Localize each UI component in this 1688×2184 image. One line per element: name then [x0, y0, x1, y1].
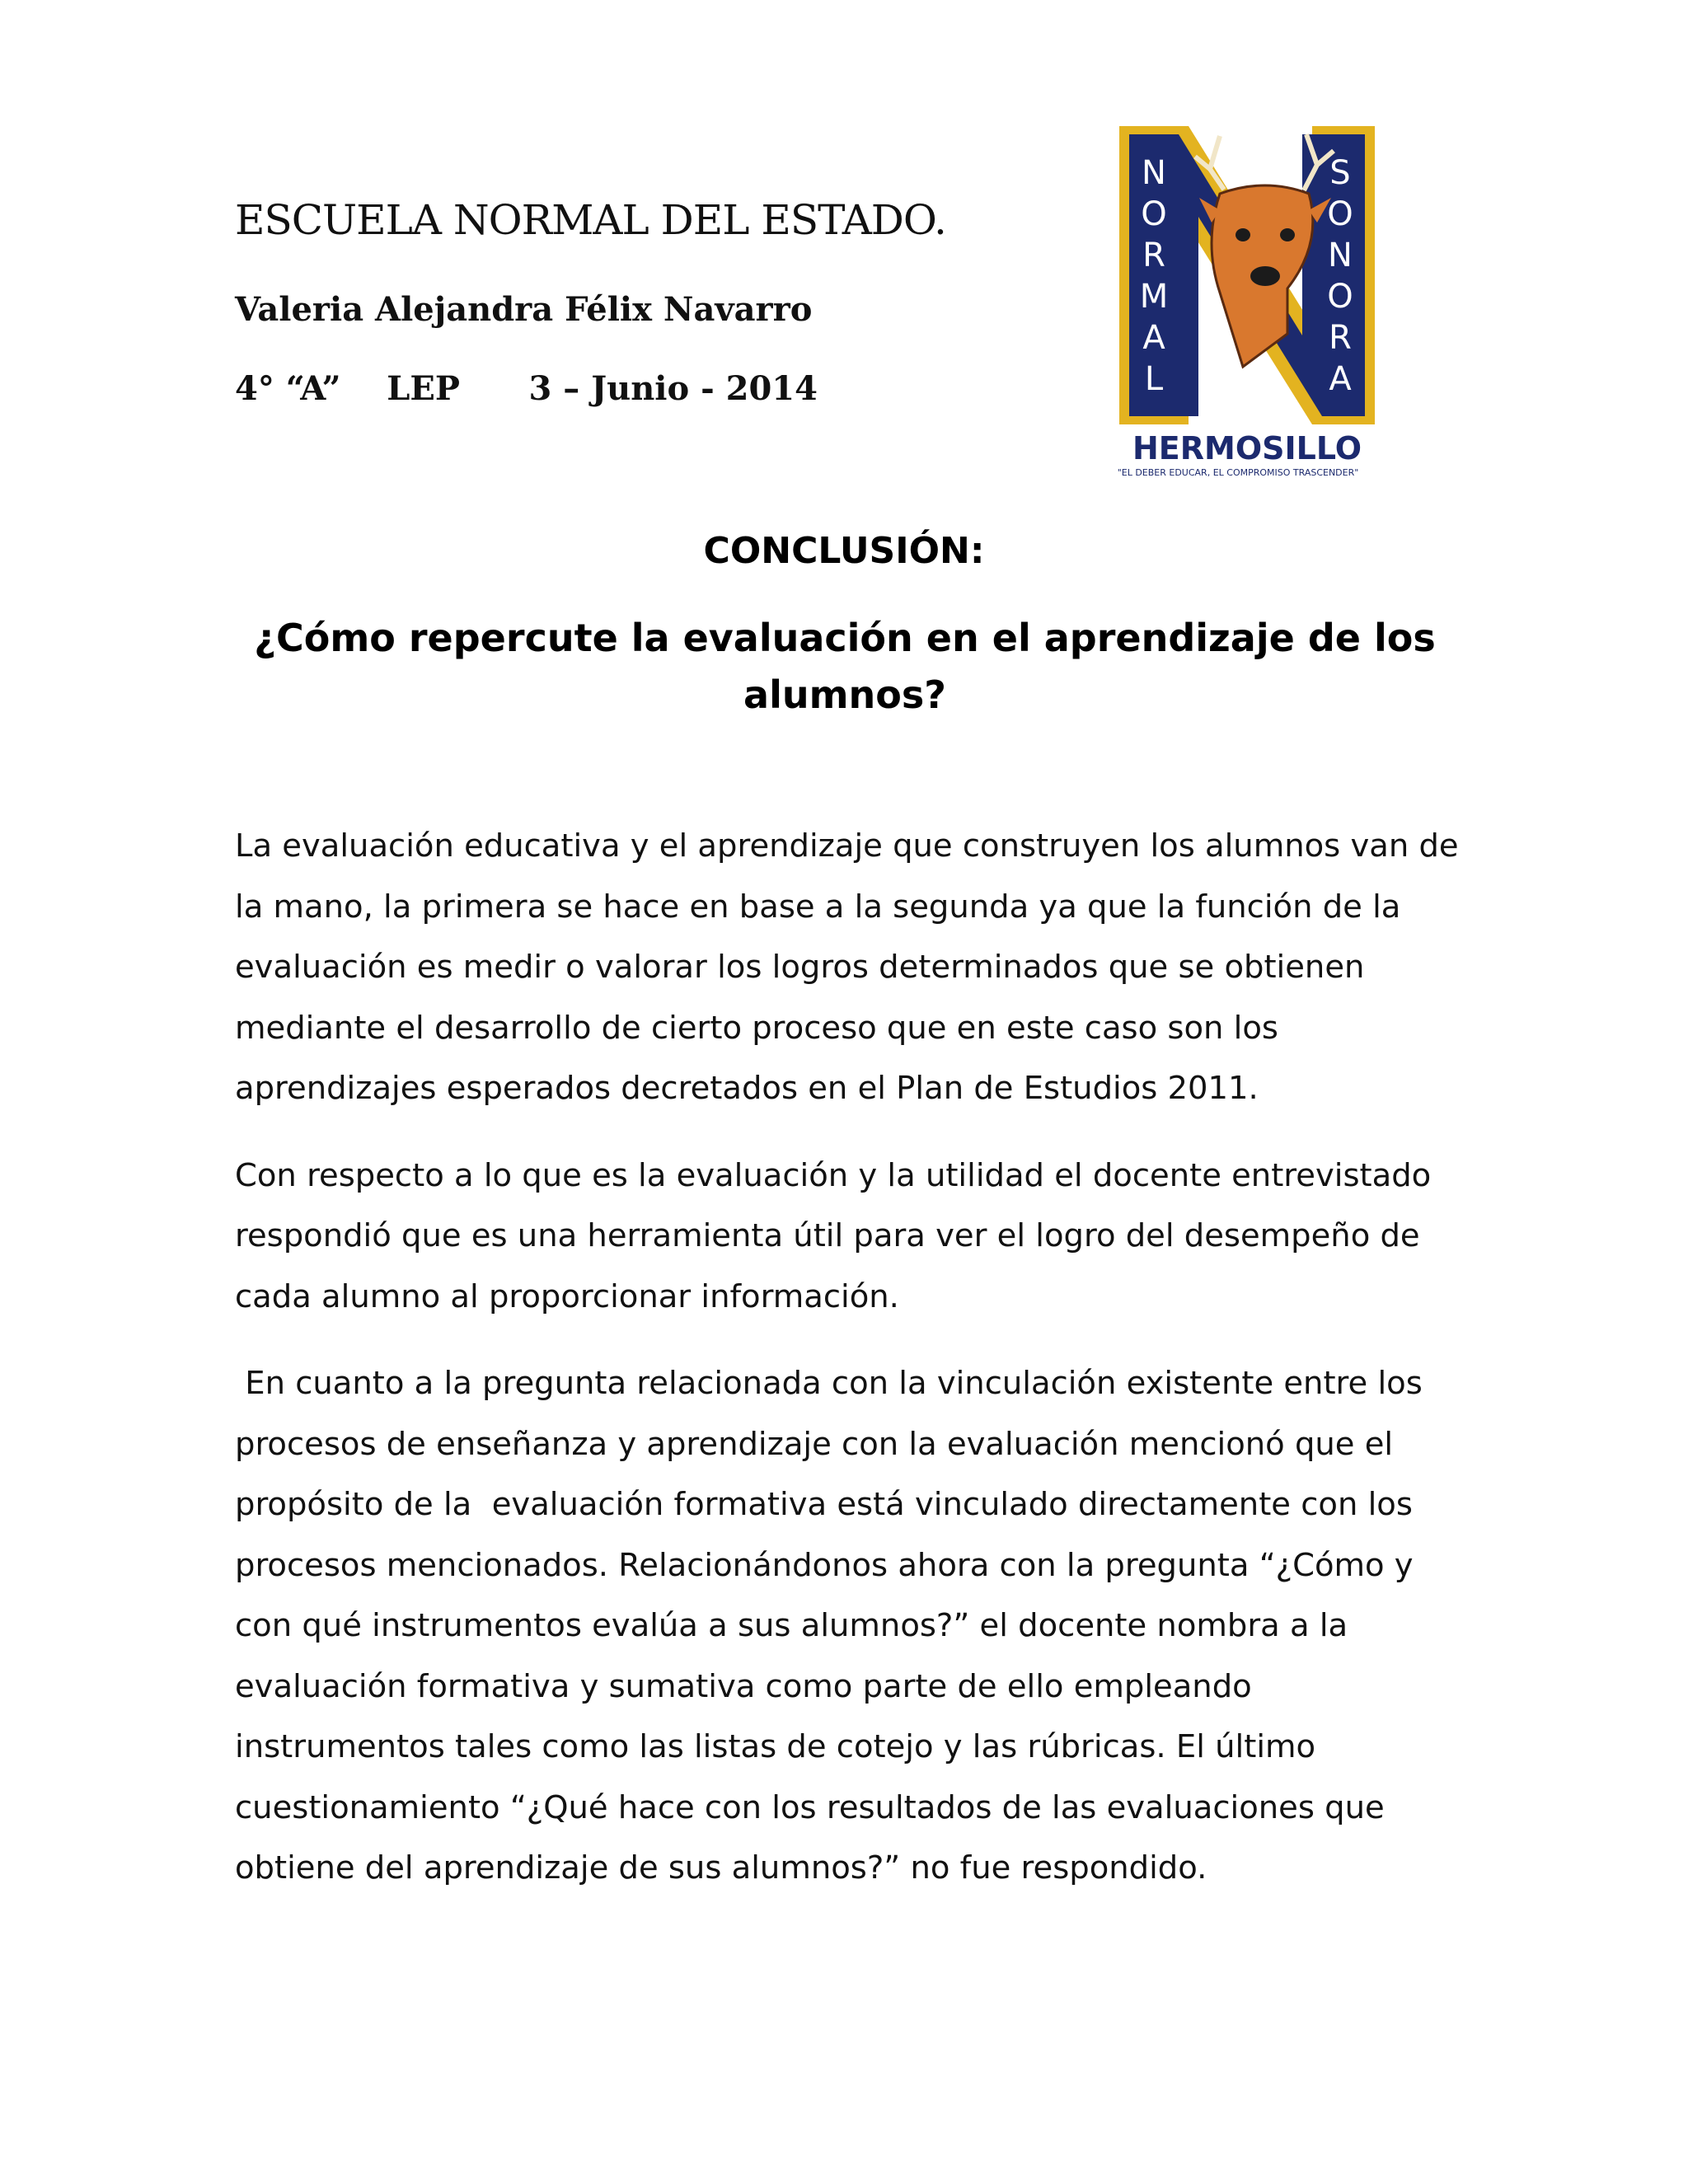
logo-letter: R	[1329, 319, 1352, 357]
logo-motto: "EL DEBER EDUCAR, EL COMPROMISO TRASCENDER"	[1117, 467, 1359, 478]
logo-letter: M	[1139, 278, 1169, 316]
logo-letter: L	[1144, 360, 1164, 398]
conclusion-heading: CONCLUSIÓN:	[703, 530, 985, 572]
logo-letter: N	[1328, 237, 1353, 274]
logo-letter: O	[1327, 195, 1353, 233]
logo-letter: A	[1142, 319, 1165, 357]
paragraph: En cuanto a la pregunta relacionada con la vinculación existente entre los procesos de enseñanza y aprendizaje con la evaluación mencionó que el propósito de la evaluación formativa está vinculado directamente con los procesos mencionados. Relacionándonos ahora con la pregunta “¿Cómo y con qué instrumentos evalúa a sus alumnos?” el docente nombra a la evaluación formativa y sumativa como parte de ello empleando instrumentos tales como las listas de cotejo y las rúbricas. El último cuestionamiento “¿Qué hace con los resultados de las evaluaciones que obtiene del aprendizaje de sus alumnos?” no fue respondido.	[235, 1365, 1433, 1886]
question-heading: ¿Cómo repercute la evaluación en el aprendizaje de los alumnos?	[254, 616, 1436, 717]
school-name: ESCUELA NORMAL DEL ESTADO.	[235, 196, 946, 244]
paragraph: La evaluación educativa y el aprendizaje que construyen los alumnos van de la mano, la primera se hace en base a la segunda ya que la función de la evaluación es medir o valorar los logros determinados que se obtienen mediante el desarrollo de cierto proceso que en este caso son los aprendizajes esperados decretados en el Plan de Estudios 2011.	[235, 827, 1459, 1107]
logo-city: HERMOSILLO	[1132, 430, 1362, 466]
logo-letter: O	[1141, 195, 1167, 233]
logo-letter: S	[1329, 154, 1351, 192]
paragraph: Con respecto a lo que es la evaluación y la utilidad el docente entrevistado respondió que es una herramienta útil para ver el logro del desempeño de cada alumno al proporcionar información.	[235, 1156, 1432, 1315]
school-logo	[1096, 120, 1401, 482]
logo-letter: O	[1327, 278, 1353, 316]
program-name: LEP	[387, 369, 460, 408]
grade-group: 4° “A”	[235, 369, 341, 408]
logo-letter: A	[1329, 360, 1352, 398]
logo-letter: N	[1142, 154, 1166, 192]
logo-letter: R	[1142, 237, 1165, 274]
student-name: Valeria Alejandra Félix Navarro	[235, 290, 813, 329]
course-info	[235, 369, 818, 408]
body-text	[235, 816, 1463, 1925]
date: 3 – Junio - 2014	[528, 369, 818, 408]
